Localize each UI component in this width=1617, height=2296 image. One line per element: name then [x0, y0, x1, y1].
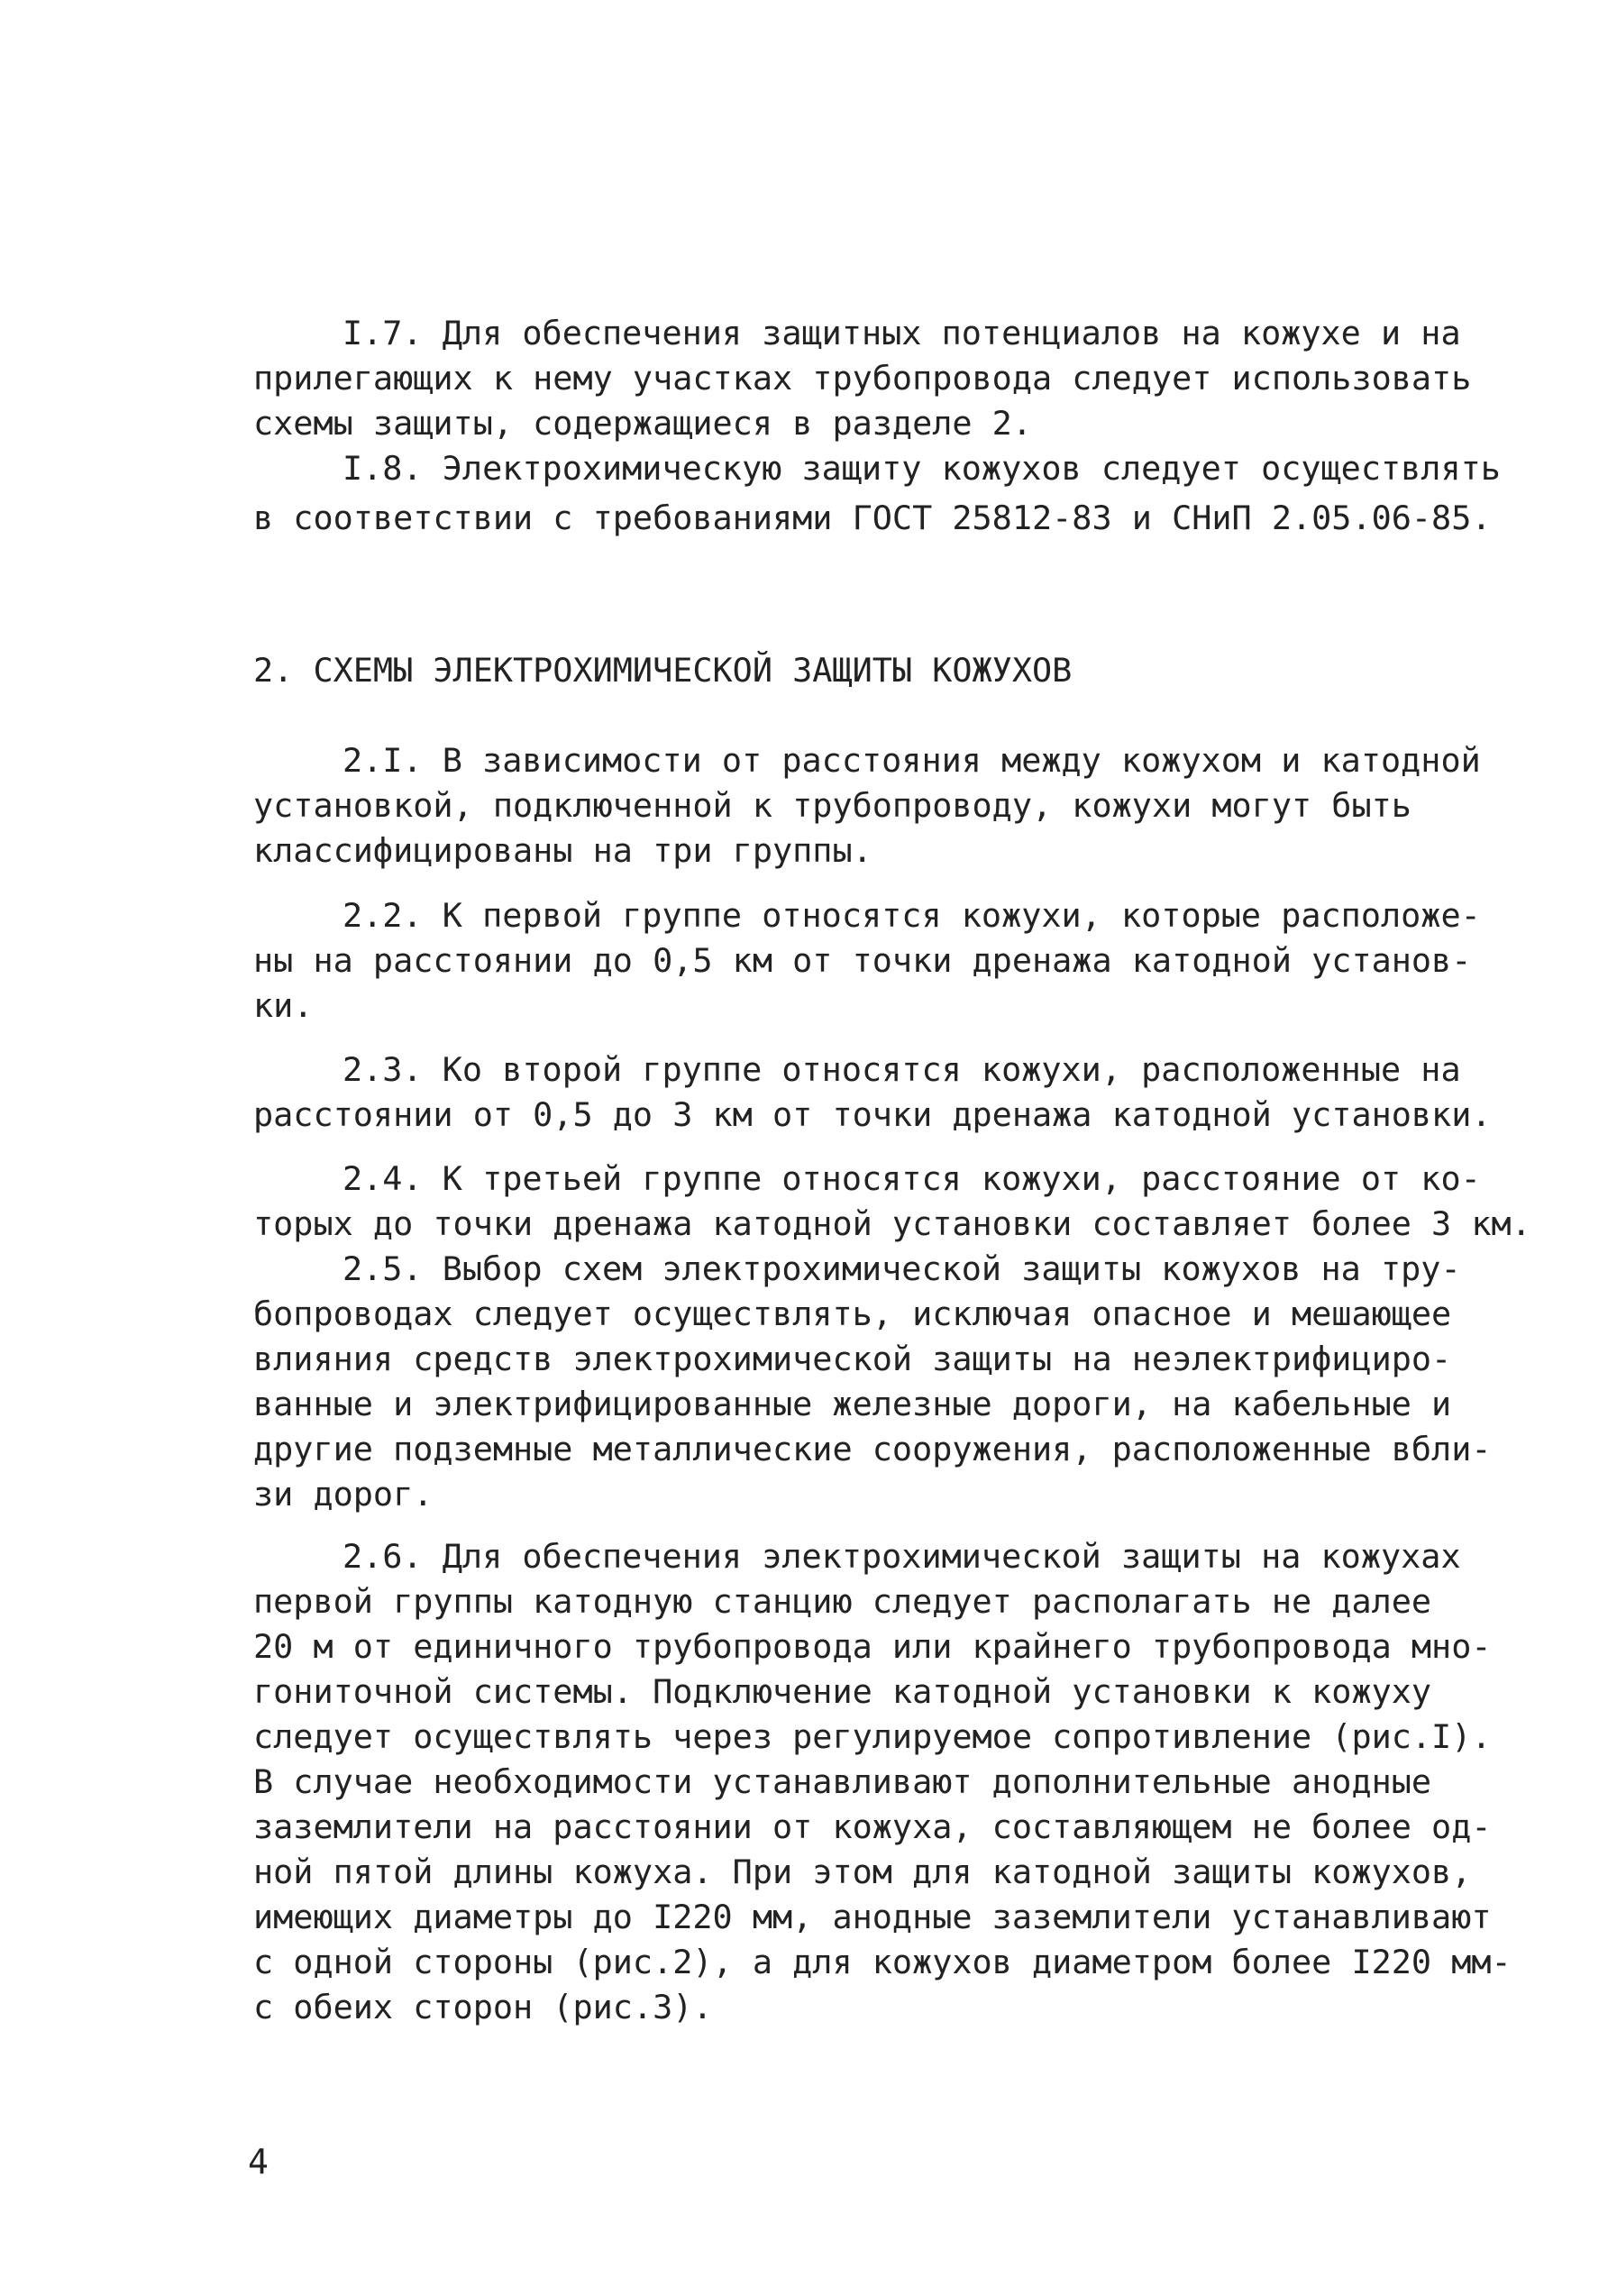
paragraph-1-8-line-2: в соответствии с требованиями ГОСТ 25812-83 и СНиП 2.05.06-85.: [253, 499, 1492, 537]
paragraph-2-6-line-9: имеющих диаметры до I220 мм, анодные заземлители устанавливают: [253, 1898, 1492, 1936]
paragraph-2-4-line-2: торых до точки дренажа катодной установки составляет более 3 км.: [253, 1204, 1531, 1243]
paragraph-2-6-line-5: следует осуществлять через регулируемое сопротивление (рис.I).: [253, 1717, 1492, 1756]
paragraph-2-3-line-1: 2.3. Ко второй группе относятся кожухи, расположенные на: [343, 1050, 1461, 1089]
paragraph-2-2-line-2: ны на расстоянии до 0,5 км от точки дренажа катодной установ-: [253, 941, 1472, 980]
paragraph-1-7-line-1: I.7. Для обеспечения защитных потенциалов на кожухе и на: [343, 314, 1461, 352]
paragraph-2-6-line-8: ной пятой длины кожуха. При этом для катодной защиты кожухов,: [253, 1852, 1472, 1891]
paragraph-2-5-line-4: ванные и электрифицированные железные дороги, на кабельные и: [253, 1385, 1452, 1423]
paragraph-2-6-line-10: с одной стороны (рис.2), а для кожухов диаметром более I220 мм-: [253, 1943, 1512, 1981]
paragraph-2-6-line-4: гониточной системы. Подключение катодной установки к кожуху: [253, 1672, 1432, 1711]
paragraph-1-7-line-2: прилегающих к нему участках трубопровода следует использовать: [253, 359, 1472, 398]
paragraph-2-5-line-6: зи дорог.: [253, 1475, 434, 1514]
paragraph-2-1-line-3: классифицированы на три группы.: [253, 831, 872, 870]
paragraph-1-8-line-1: I.8. Электрохимическую защиту кожухов следует осуществлять: [343, 449, 1501, 488]
paragraph-2-2-line-1: 2.2. К первой группе относятся кожухи, которые расположе-: [343, 896, 1481, 935]
paragraph-2-6-line-6: В случае необходимости устанавливают дополнительные анодные: [253, 1762, 1432, 1801]
paragraph-2-5-line-1: 2.5. Выбор схем электрохимической защиты кожухов на тру-: [343, 1249, 1461, 1288]
paragraph-2-5-line-5: другие подземные металлические сооружения, расположенные вбли-: [253, 1430, 1492, 1468]
paragraph-1-7-line-3: схемы защиты, содержащиеся в разделе 2.: [253, 404, 1032, 443]
section-heading-2: 2. СХЕМЫ ЭЛЕКТРОХИМИЧЕСКОЙ ЗАЩИТЫ КОЖУХОВ: [253, 651, 1073, 690]
page-number: 4: [248, 2142, 269, 2182]
paragraph-2-6-line-2: первой группы катодную станцию следует располагать не далее: [253, 1582, 1432, 1621]
paragraph-2-5-line-3: влияния средств электрохимической защиты на неэлектрифициро-: [253, 1340, 1452, 1378]
paragraph-2-6-line-11: с обеих сторон (рис.3).: [253, 1988, 713, 2026]
paragraph-2-4-line-1: 2.4. К третьей группе относятся кожухи, расстояние от ко-: [343, 1159, 1481, 1198]
paragraph-2-6-line-7: заземлители на расстоянии от кожуха, составляющем не более од-: [253, 1807, 1492, 1846]
paragraph-2-1-line-2: установкой, подключенной к трубопроводу, кожухи могут быть: [253, 786, 1411, 825]
paragraph-2-1-line-1: 2.I. В зависимости от расстояния между кожухом и катодной: [343, 741, 1481, 780]
paragraph-2-6-line-3: 20 м от единичного трубопровода или крайнего трубопровода мно-: [253, 1627, 1492, 1666]
paragraph-2-3-line-2: расстоянии от 0,5 до 3 км от точки дренажа катодной установки.: [253, 1095, 1492, 1134]
paragraph-2-2-line-3: ки.: [253, 986, 314, 1025]
paragraph-2-6-line-1: 2.6. Для обеспечения электрохимической защиты на кожухах: [343, 1537, 1461, 1576]
paragraph-2-5-line-2: бопроводах следует осуществлять, исключая опасное и мешающее: [253, 1294, 1452, 1333]
